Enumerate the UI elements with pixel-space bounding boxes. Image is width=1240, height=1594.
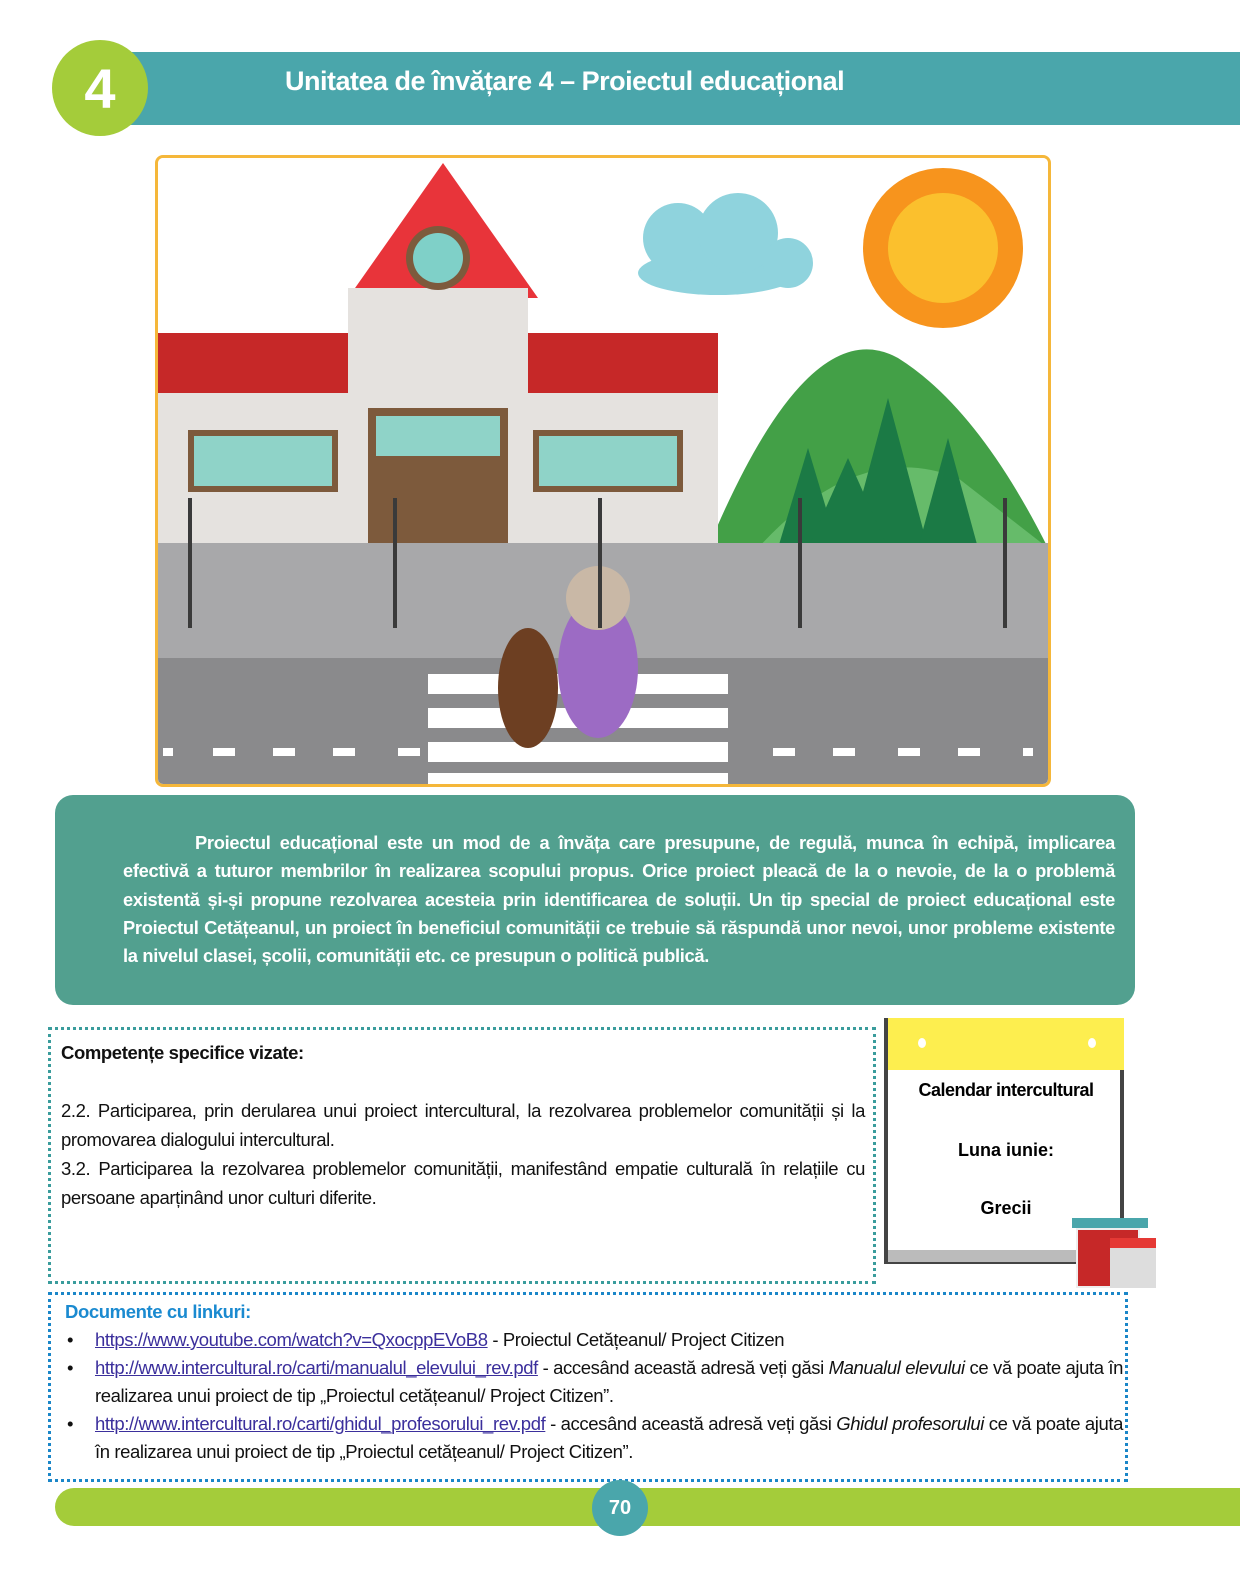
- calendar-month: Luna iunie:: [958, 1140, 1054, 1160]
- school-illustration: [155, 155, 1051, 787]
- competences-box: [48, 1027, 876, 1284]
- competence-item: 3.2. Participarea la rezolvarea problemelor comunității, manifestând empatie culturală în relațiile cu persoane aparținând unor culturi diferite.: [61, 1158, 865, 1208]
- guide-link[interactable]: http://www.intercultural.ro/carti/ghidul_profesorului_rev.pdf: [95, 1413, 546, 1434]
- link-item: [65, 1410, 1125, 1466]
- youtube-link[interactable]: https://www.youtube.com/watch?v=QxocppEVoB8: [95, 1329, 488, 1350]
- sun: [863, 168, 1023, 328]
- competence-item: 2.2. Participarea, prin derularea unui proiect intercultural, la rezolvarea problemelor comunității și la promovarea dialogului intercultural.: [61, 1100, 865, 1150]
- link-description: - Proiectul Cetățeanul/ Project Citizen: [487, 1329, 785, 1350]
- unit-number-badge: 4: [52, 40, 148, 136]
- link-item: [65, 1354, 1125, 1410]
- manual-link[interactable]: http://www.intercultural.ro/carti/manualul_elevului_rev.pdf: [95, 1357, 538, 1378]
- competences-title: Competențe specifice vizate:: [61, 1042, 304, 1063]
- links-box: [48, 1292, 1128, 1482]
- link-description: ce vă poate ajuta în realizarea unui proiect de tip „Proiectul cetățeanul/ Project Citizen”.: [95, 1357, 1124, 1406]
- page-title: Unitatea de învățare 4 – Proiectul educațional: [285, 66, 845, 96]
- link-description: - accesând această adresă veți găsi: [545, 1413, 837, 1434]
- link-title: Manualul elevului: [828, 1357, 965, 1378]
- intro-box: [55, 795, 1135, 1005]
- calendar-title: Calendar intercultural: [918, 1080, 1094, 1100]
- link-item: [65, 1326, 1125, 1354]
- intro-text: Proiectul educațional este un mod de a învăța care presupune, de regulă, munca în echipă, implicarea efectivă a tuturor membrilor în realizarea scopului propus. Orice proiect pleacă de la o nevoie, de la o problemă existentă și-și propune rezolvarea acesteia prin identificarea de soluții. Un tip special de proiect educațional este Proiectul Cetățeanul, un proiect în beneficiul comunității ce trebuie să răspundă unor nevoi, unor probleme existente la nivelul clasei, școlii, comunității etc. ce presupun o politică publică.: [123, 832, 1115, 967]
- calendar-card: [884, 1018, 1132, 1276]
- link-title: Ghidul profesorului: [836, 1413, 984, 1434]
- link-description: ce vă poate ajuta în realizarea unui proiect de tip „Proiectul cetățeanul/ Project Citizen”.: [95, 1413, 1124, 1462]
- links-title: Documente cu linkuri:: [65, 1301, 251, 1322]
- books-calendar-icon: [1072, 1218, 1158, 1288]
- page-number: 70: [592, 1480, 648, 1536]
- link-description: - accesând această adresă veți găsi: [537, 1357, 829, 1378]
- calendar-culture: Grecii: [980, 1198, 1032, 1218]
